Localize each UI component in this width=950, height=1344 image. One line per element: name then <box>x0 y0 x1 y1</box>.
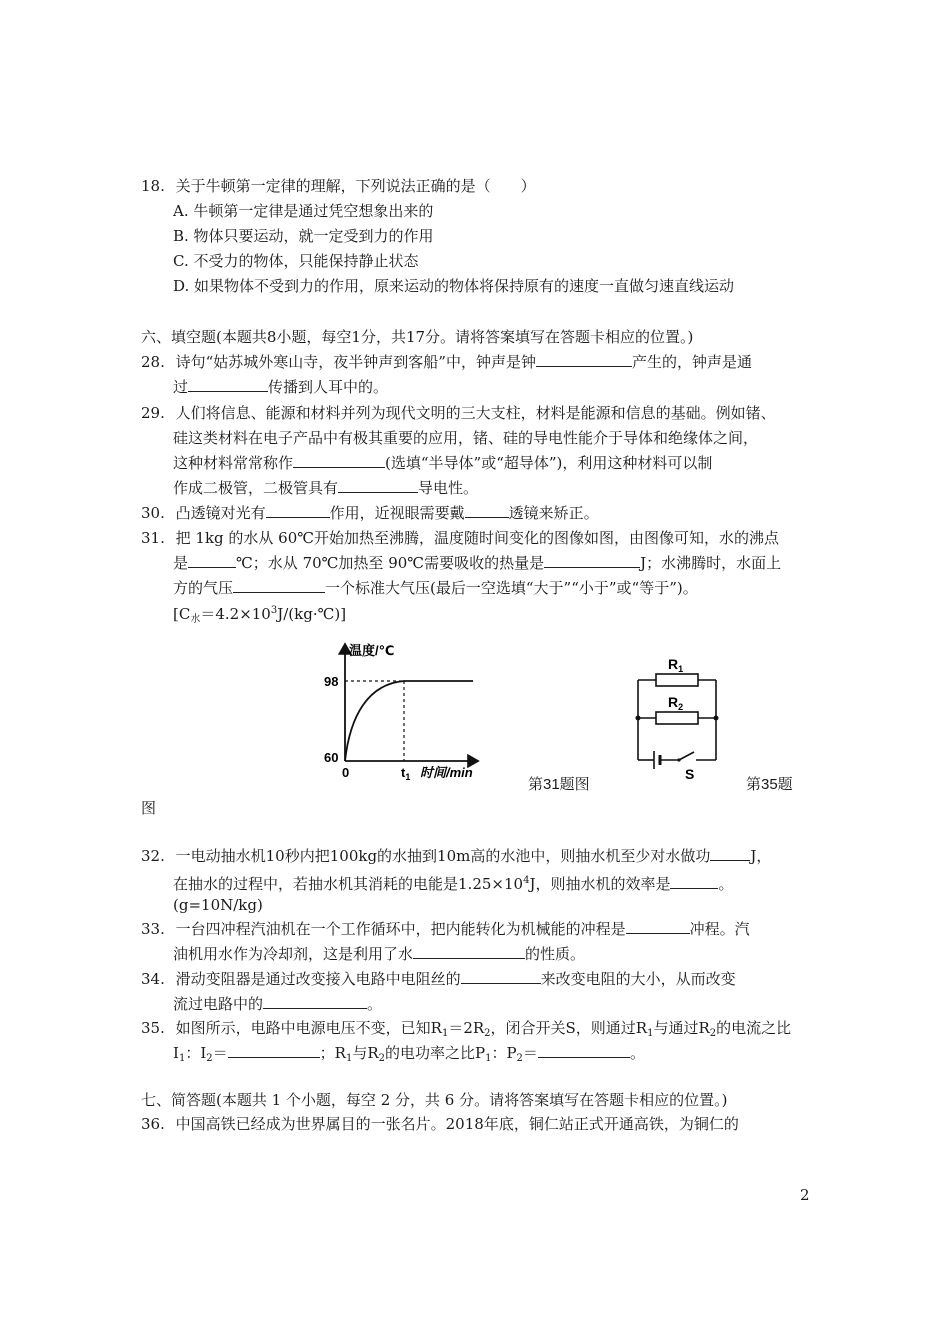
q36-number: 36. <box>141 1115 165 1133</box>
q35-sub: 1 <box>485 1053 492 1064</box>
q34-number: 34. <box>141 970 165 988</box>
q35-text-2g: ：P <box>491 1044 517 1062</box>
q32-text-1a: 一电动抽水机10秒内把100kg的水抽到10m高的水池中，则抽水机至少对水做功 <box>175 847 711 865</box>
q32-line-1 <box>141 845 771 867</box>
resistor-r1 <box>656 674 698 686</box>
q31-blank-2[interactable] <box>544 553 640 568</box>
q35-sub: 2 <box>378 1053 385 1064</box>
q30-blank-1[interactable] <box>266 503 330 518</box>
q35-sub: 2 <box>206 1053 213 1064</box>
tick-0: 0 <box>342 765 350 780</box>
q35-sub: 1 <box>178 1053 186 1064</box>
q30-text-a: 凸透镜对光有 <box>175 504 266 522</box>
q31-text-4a: [C <box>173 605 191 623</box>
q29-text-1: 人们将信息、能源和材料并列为现代文明的三大支柱，材料是能源和信息的基础。例如锗、 <box>175 404 776 422</box>
q31-text-3a: 方的气压 <box>173 579 234 597</box>
q33-number: 33. <box>141 920 165 938</box>
q35-text-2f: 的电功率之比P <box>384 1044 486 1062</box>
q31-text-3b: 一个标准大气压(最后一空选填“大于”“小于”或“等于”)。 <box>325 579 698 597</box>
q36-line-1 <box>141 1113 739 1135</box>
q35-text-2d: ；R <box>319 1044 346 1062</box>
q31-text-2b: ℃；水从 70℃加热至 90℃需要吸收的热量是 <box>236 554 545 572</box>
q35-text-2e: 与R <box>352 1044 379 1062</box>
r2-label: $R_2$ <box>668 694 684 712</box>
tick-t1: $t_1$ <box>401 765 411 782</box>
q29-text-3b: (选填“半导体”或“超导体”)，利用这种材料可以制 <box>385 454 713 472</box>
q32-number: 32. <box>141 847 165 865</box>
q32-text-1b: J， <box>750 847 772 865</box>
q35-sub: 2 <box>709 1028 717 1039</box>
q34-text-1b: 来改变电阻的大小，从而改变 <box>540 970 736 988</box>
q31-text-4c: J/(kg·℃)] <box>277 605 347 623</box>
q32-line-3: (g=10N/kg) <box>173 896 263 914</box>
q33-line-1 <box>141 918 750 940</box>
q35-text-2c: ＝ <box>212 1044 228 1062</box>
q18-option-a: A. 牛顿第一定律是通过凭空想象出来的 <box>173 202 434 220</box>
q35-text-1d: 与通过R <box>653 1019 710 1037</box>
q28-text-c: 过 <box>173 378 189 396</box>
q29-line-4 <box>173 477 478 499</box>
q29-line-2: 硅这类材料在电子产品中有极其重要的应用，锗、硅的导电性能介于导体和绝缘体之间， <box>173 429 759 447</box>
junction-right <box>714 716 719 721</box>
q31-number: 31. <box>141 529 165 547</box>
q35-text-1b: ＝2R <box>448 1019 485 1037</box>
q32-text-2b: J，则抽水机的效率是 <box>529 875 671 893</box>
q31-line-2 <box>173 552 781 574</box>
q28-blank-1[interactable] <box>536 352 632 367</box>
q35-blank-2[interactable] <box>538 1043 630 1058</box>
q28-line-1 <box>141 351 752 373</box>
q34-text-2b: 。 <box>367 995 383 1013</box>
q35-sub: 1 <box>647 1028 654 1039</box>
q29-number: 29. <box>141 404 165 422</box>
q30-blank-2[interactable] <box>465 503 509 518</box>
q35-circuit-diagram <box>628 642 728 782</box>
q18-text: 关于牛顿第一定律的理解，下列说法正确的是（ ） <box>175 177 536 195</box>
q32-blank-2[interactable] <box>670 874 718 889</box>
q31-text-2c: J；水沸腾时，水面上 <box>640 554 782 572</box>
q33-blank-2[interactable] <box>413 944 525 959</box>
q36-text-1: 中国高铁已经成为世界属目的一张名片。2018年底，铜仁站正式开通高铁，为铜仁的 <box>175 1115 739 1133</box>
q33-text-2b: 的性质。 <box>525 945 586 963</box>
q18-option-c: C. 不受力的物体，只能保持静止状态 <box>173 252 419 270</box>
q35-blank-1[interactable] <box>228 1043 320 1058</box>
q29-blank-2[interactable] <box>338 478 418 493</box>
circuit35-caption: 第35题 <box>746 776 793 793</box>
q29-blank-1[interactable] <box>293 453 385 468</box>
q18-number: 18. <box>141 177 165 195</box>
q31-temperature-graph <box>318 636 538 786</box>
q31-line-4 <box>173 600 346 631</box>
q18-option-d: D. 如果物体不受到力的作用，原来运动的物体将保持原有的速度一直做匀速直线运动 <box>173 277 735 295</box>
y-axis-label: 温度/℃ <box>349 643 395 658</box>
q35-number: 35. <box>141 1019 165 1037</box>
q35-text-2i: 。 <box>629 1044 645 1062</box>
q30-text-b: 作用，近视眼需要戴 <box>329 504 465 522</box>
q29-line-1 <box>141 402 776 424</box>
q34-text-2a: 流过电路中的 <box>173 995 264 1013</box>
q33-text-2a: 油机用水作为冷却剂，这是利用了水 <box>173 945 414 963</box>
q33-blank-1[interactable] <box>626 919 690 934</box>
q28-number: 28. <box>141 353 165 371</box>
q33-text-1b: 冲程。汽 <box>689 920 750 938</box>
graph31-caption: 第31题图 <box>528 776 590 793</box>
q34-blank-2[interactable] <box>263 994 367 1009</box>
q35-sub: 1 <box>345 1053 353 1064</box>
switch-s <box>679 752 694 760</box>
q32-text-2c: 。 <box>718 875 734 893</box>
q34-line-1 <box>141 968 736 990</box>
q31-sup-3: 3 <box>270 605 278 616</box>
q34-blank-1[interactable] <box>461 969 541 984</box>
q30-text-c: 透镜来矫正。 <box>508 504 599 522</box>
q35-text-1c: ，闭合开关S，则通过R <box>490 1019 648 1037</box>
q35-text-2a: I <box>173 1044 179 1062</box>
q28-line-2 <box>173 376 388 398</box>
q32-text-2a: 在抽水的过程中，若抽水机其消耗的电能是1.25×10 <box>173 875 524 893</box>
r1-label: $R_1$ <box>668 656 684 674</box>
page-number: 2 <box>800 1186 810 1204</box>
q31-blank-1[interactable] <box>188 553 236 568</box>
q31-text-4b: ＝4.2×10 <box>200 605 271 623</box>
q30-line <box>141 502 599 524</box>
x-axis-label: 时间/min <box>420 765 473 780</box>
tick-60: 60 <box>324 750 339 765</box>
q31-line-3 <box>173 577 698 599</box>
q29-text-4b: 导电性。 <box>418 479 479 497</box>
q31-text-1: 把 1kg 的水从 60℃开始加热至沸腾，温度随时间变化的图像如图，由图像可知，水的沸点 <box>175 529 780 547</box>
q35-sub: 2 <box>516 1053 523 1064</box>
q28-text-a: 诗句“姑苏城外寒山寺，夜半钟声到客船”中，钟声是钟 <box>175 353 536 371</box>
q35-text-2b: ：I <box>185 1044 207 1062</box>
temperature-curve <box>345 681 473 761</box>
section-7-title: 七、简答题(本题共 1 个小题，每空 2 分，共 6 分。请将答案填写在答题卡相应的位置。) <box>141 1091 728 1109</box>
q31-line-1 <box>141 527 779 549</box>
tick-98: 98 <box>324 674 339 689</box>
q29-text-4a: 作成二极管，二极管具有 <box>173 479 339 497</box>
q29-line-3 <box>173 452 712 474</box>
q28-blank-2[interactable] <box>188 377 268 392</box>
q34-text-1a: 滑动变阻器是通过改变接入电路中电阻丝的 <box>175 970 461 988</box>
q32-blank-1[interactable] <box>710 846 750 861</box>
resistor-r2 <box>656 712 698 724</box>
q35-line-2 <box>173 1042 645 1070</box>
q29-text-3a: 这种材料常常称作 <box>173 454 294 472</box>
q35-text-2h: ＝ <box>522 1044 538 1062</box>
q33-text-1a: 一台四冲程汽油机在一个工作循环中，把内能转化为机械能的冲程是 <box>175 920 626 938</box>
q35-sub: 1 <box>441 1028 449 1039</box>
q32-sup-4: 4 <box>523 875 530 886</box>
q28-text-b: 产生的，钟声是通 <box>631 353 752 371</box>
q31-blank-3[interactable] <box>233 578 325 593</box>
q31-sub-water: 水 <box>190 614 201 625</box>
q32-line-2 <box>173 870 733 895</box>
switch-label: S <box>685 766 695 782</box>
q35-text-1a: 如图所示，电路中电源电压不变，已知R <box>175 1019 442 1037</box>
q35-sub: 2 <box>484 1028 491 1039</box>
q34-line-2 <box>173 993 382 1015</box>
q18-stem <box>141 175 536 197</box>
q35-line-1 <box>141 1017 791 1045</box>
q31-text-2a: 是 <box>173 554 189 572</box>
section-6-title: 六、填空题(本题共8小题，每空1分，共17分。请将答案填写在答题卡相应的位置。) <box>141 328 694 346</box>
circuit35-caption-wrap: 图 <box>141 800 157 817</box>
junction-left <box>636 716 641 721</box>
q35-text-1e: 的电流之比 <box>716 1019 792 1037</box>
q33-line-2 <box>173 943 585 965</box>
q28-text-d: 传播到人耳中的。 <box>268 378 389 396</box>
q18-option-b: B. 物体只要运动，就一定受到力的作用 <box>173 227 434 245</box>
q30-number: 30. <box>141 504 165 522</box>
